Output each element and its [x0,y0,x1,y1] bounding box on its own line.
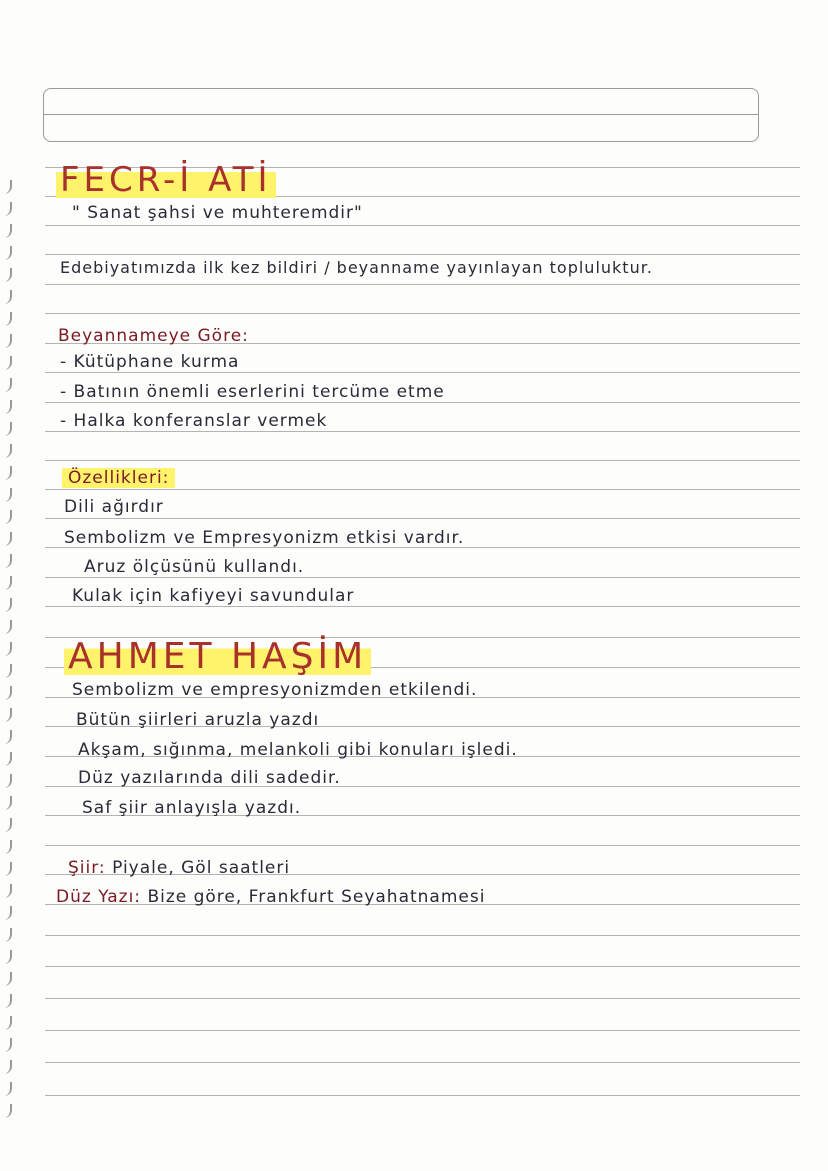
section-title-fecr-i-ati: FECR-İ ATİ [56,160,276,200]
spiral-hole [0,202,12,216]
spiral-hole [0,422,12,436]
spiral-hole [0,884,12,898]
ruled-line [45,372,800,373]
spiral-hole [0,818,12,832]
spiral-hole [0,466,12,480]
ruled-line [45,1062,800,1063]
ruled-line [45,402,800,403]
spiral-hole [0,972,12,986]
ruled-line [45,254,800,255]
ruled-line [45,518,800,519]
ruled-line [45,460,800,461]
spiral-hole [0,1104,12,1118]
spiral-hole [0,444,12,458]
feature-item: Sembolizm ve Empresyonizm etkisi vardır. [64,528,465,548]
features-label: Özellikleri: [62,468,175,488]
spiral-hole [0,290,12,304]
feature-item: Dili ağırdır [64,497,164,517]
ruled-line [45,998,800,999]
spiral-hole [0,1060,12,1074]
spiral-hole [0,906,12,920]
spiral-hole [0,532,12,546]
spiral-hole [0,774,12,788]
spiral-hole [0,730,12,744]
works-label: Şiir: [68,858,106,878]
manifesto-item: - Batının önemli eserlerini tercüme etme [60,382,445,402]
point-item: Bütün şiirleri aruzla yazdı [76,710,320,730]
ruled-line [45,935,800,936]
spiral-hole [0,378,12,392]
spiral-hole [0,510,12,524]
ruled-line [45,966,800,967]
quote: " Sanat şahsi ve muhteremdir" [72,203,363,223]
ruled-line [45,577,800,578]
ruled-line [45,225,800,226]
spiral-hole [0,950,12,964]
spiral-hole [0,246,12,260]
manifesto-item: - Kütüphane kurma [60,352,240,372]
spiral-hole [0,1082,12,1096]
spiral-hole [0,334,12,348]
spiral-hole [0,180,12,194]
ruled-line [45,1030,800,1031]
ruled-line [45,606,800,607]
feature-item: Kulak için kafiyeyi savundular [72,586,355,606]
ruled-line [45,1095,800,1096]
point-item: Sembolizm ve empresyonizmden etkilendi. [72,680,478,700]
works-label: Düz Yazı: [56,887,142,907]
ruled-line [45,845,800,846]
works-value: Piyale, Göl saatleri [112,858,291,878]
spiral-hole [0,620,12,634]
point-item: Akşam, sığınma, melankoli gibi konuları işledi. [78,740,518,760]
spiral-hole [0,400,12,414]
header-box [43,88,759,142]
manifesto-label: Beyannameye Göre: [58,326,249,346]
spiral-hole [0,268,12,282]
feature-item: Aruz ölçüsünü kullandı. [84,557,305,577]
description: Edebiyatımızda ilk kez bildiri / beyanname yayınlayan topluluktur. [60,258,653,277]
ruled-line [45,313,800,314]
spiral-hole [0,862,12,876]
section-title-ahmet-hasim: AHMET HAŞİM [64,636,371,677]
ruled-line [45,431,800,432]
spiral-hole [0,686,12,700]
spiral-hole [0,488,12,502]
spiral-hole [0,796,12,810]
spiral-hole [0,708,12,722]
point-item: Düz yazılarında dili sadedir. [78,768,341,788]
spiral-hole [0,752,12,766]
spiral-hole [0,224,12,238]
works-poetry [68,858,290,878]
spiral-hole [0,928,12,942]
works-prose [56,887,485,907]
spiral-hole [0,1016,12,1030]
spiral-hole [0,1038,12,1052]
ruled-line [45,489,800,490]
spiral-hole [0,642,12,656]
works-value: Bize göre, Frankfurt Seyahatnamesi [147,887,486,907]
spiral-hole [0,312,12,326]
spiral-hole [0,356,12,370]
spiral-hole [0,554,12,568]
point-item: Saf şiir anlayışla yazdı. [82,798,302,818]
spiral-hole [0,994,12,1008]
spiral-hole [0,664,12,678]
ruled-line [45,284,800,285]
spiral-hole [0,576,12,590]
spiral-hole [0,840,12,854]
manifesto-item: - Halka konferanslar vermek [60,411,328,431]
spiral-hole [0,598,12,612]
